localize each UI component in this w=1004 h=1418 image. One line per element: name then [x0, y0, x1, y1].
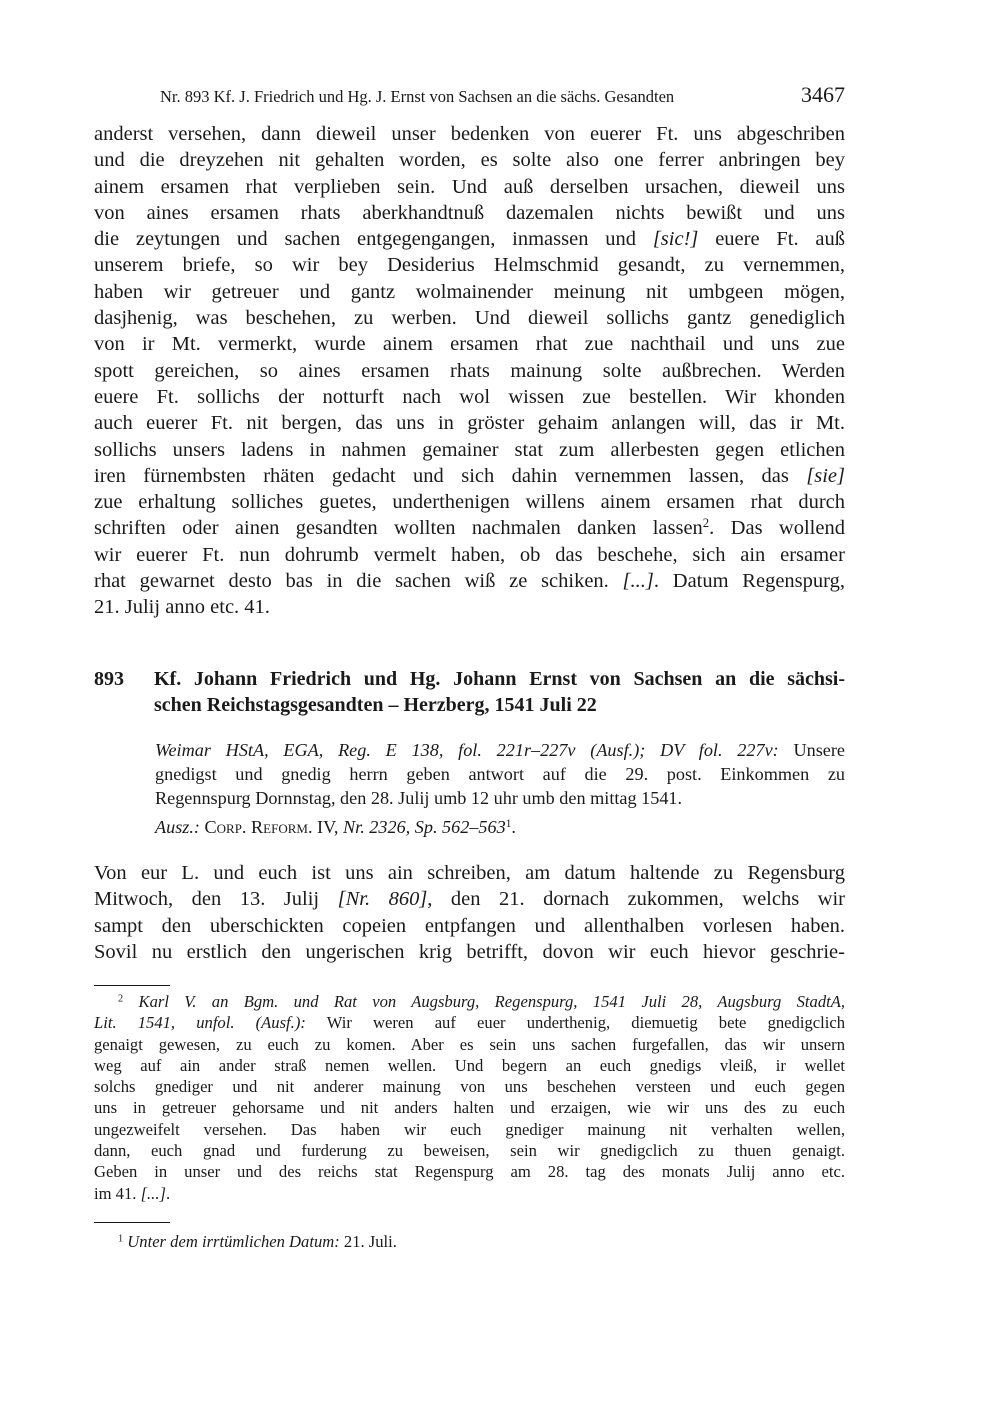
text-line: [94, 358, 845, 384]
text-segment: . Das wollend: [709, 517, 845, 540]
footnote-1: [94, 1231, 845, 1252]
text-segment: Mitwoch, den 13. Julij: [94, 888, 338, 911]
italic-text: [...]: [140, 1183, 166, 1203]
text-line: [94, 1183, 845, 1204]
text-segment: schen Reichstagsgesandten – Herzberg, 1541 Juli 22: [154, 694, 597, 716]
text-line: [94, 279, 845, 305]
text-line: [94, 991, 845, 1012]
text-segment: euere Ft. auß: [698, 228, 846, 251]
text-segment: sollichs unsers ladens in nahmen gemainer stat zum allerbesten gegen etlichen: [94, 438, 845, 461]
italic-text: [sie]: [806, 464, 845, 487]
text-segment: euere Ft. sollichs der notturft nach wol wissen zue bestellen. Wir khonden: [94, 385, 845, 408]
running-head: [160, 82, 845, 108]
text-line: [155, 815, 845, 839]
italic-text: [...]: [622, 570, 654, 593]
text-line: [94, 121, 845, 147]
text-line: [155, 786, 845, 810]
text-line: [94, 1119, 845, 1140]
text-line: [94, 568, 845, 594]
document-number: 893: [94, 668, 124, 690]
italic-text: Lit. 1541, unfol. (Ausf.):: [94, 1013, 306, 1033]
text-segment: 21. Julij anno etc. 41.: [94, 596, 270, 619]
document-body-text: [94, 860, 845, 965]
text-segment: Von eur L. und euch ist uns ain schreiben, am datum haltende zu Regensburg: [94, 862, 845, 884]
text-segment: uns in getreuer gehorsame und nit anders halten und erzaigen, wie wir uns des zu euch: [94, 1098, 845, 1118]
text-segment: .: [511, 817, 516, 837]
text-segment: .: [165, 1183, 171, 1203]
text-segment: Sovil nu erstlich den ungerischen krig betrifft, dovon wir euch hievor geschrie-: [94, 940, 845, 963]
text-segment: Wir weren auf euer underthenig, diemuetig bete gnedigclich: [305, 1013, 845, 1033]
footnote-marker: 2: [702, 516, 710, 531]
text-line: [94, 174, 845, 200]
text-segment: die zeytungen und sachen entgegengangen, inmassen und: [94, 228, 653, 251]
text-segment: schriften oder ainen gesandten wollten nachmalen danken lassen: [94, 517, 703, 540]
footnote-2: [94, 991, 845, 1204]
text-line: [94, 252, 845, 278]
footnote-marker: 1: [505, 817, 512, 830]
text-line: [94, 226, 845, 252]
text-segment: rhat gewarnet desto bas in die sachen wiß ze schiken.: [94, 570, 623, 593]
text-line: [94, 1076, 845, 1097]
text-segment: Kf. Johann Friedrich und Hg. Johann Ernst von Sachsen an die sächsi-: [154, 668, 845, 690]
text-line: [94, 594, 845, 620]
text-line: [94, 913, 845, 939]
text-line: [94, 939, 845, 965]
footnote-rule: [94, 1222, 170, 1223]
italic-text: Nr. 2326, Sp. 562–563: [343, 817, 506, 837]
text-segment: unserem briefe, so wir bey Desiderius Helmschmid gesandt, zu vernemmen,: [94, 254, 845, 277]
text-segment: . Datum Regenspurg,: [653, 570, 845, 593]
text-segment: von ir Mt. vermerkt, wurde ainem ersamen rhat zue nachthail und uns zue: [94, 333, 845, 356]
text-segment: Unsere: [778, 740, 846, 760]
text-segment: anderst versehen, dann dieweil unser bedenken von euerer Ft. uns abgeschriben: [94, 123, 845, 145]
text-segment: [123, 992, 138, 1011]
text-line: [154, 692, 845, 718]
text-line: [94, 305, 845, 331]
italic-text: Weimar HStA, EGA, Reg. E 138, fol. 221r–227v (Ausf.); DV fol. 227v:: [155, 740, 779, 760]
text-line: [94, 542, 845, 568]
text-segment: ainem ersamen rhat verplieben sein. Und auß derselben ursachen, dieweil uns: [94, 175, 845, 198]
text-line: [94, 200, 845, 226]
text-segment: haben wir getreuer und gantz wolmainender meinung nit umbgeen mögen,: [94, 280, 845, 303]
text-segment: im 41.: [94, 1183, 141, 1203]
source-note: [155, 738, 845, 810]
text-line: [94, 1140, 845, 1161]
text-segment: solchs gnediger und nit anderer mainung von uns beschehen versteen und euch gegen: [94, 1077, 845, 1097]
text-segment: weg auf ain ander straß nemen wellen. Und begern an euch gnedigs vleiß, ir wellet: [94, 1055, 845, 1075]
text-line: [155, 738, 845, 762]
text-line: [94, 489, 845, 515]
small-caps-text: Corp. Reform.: [204, 817, 313, 837]
italic-text: Ausz.:: [155, 817, 200, 837]
text-segment: Regennspurg Dornnstag, den 28. Julij umb 12 uhr umb den mittag 1541.: [155, 788, 683, 808]
text-segment: und die dreyzehen nit gehalten worden, es solte also one ferrer anbringen bey: [94, 149, 845, 172]
text-segment: dann, euch gnad und furderung zu beweisen, sein wir gnedigclich zu thuen genaigt.: [94, 1141, 845, 1161]
text-segment: genaigt gewesen, zu euch zu komen. Aber es sein uns sachen furgefallen, das wir unsern: [94, 1034, 845, 1054]
footnote-marker: 2: [118, 993, 124, 1005]
text-line: [94, 1161, 845, 1182]
body-text-continued: [94, 121, 845, 621]
text-line: [155, 762, 845, 786]
footnote-rule: [94, 985, 170, 986]
text-segment: Geben in unser und des reichs stat Regenspurg am 28. tag des monats Julij anno etc.: [94, 1162, 845, 1182]
text-line: [94, 886, 845, 912]
text-line: [94, 384, 845, 410]
document-title: [154, 666, 845, 718]
italic-text: [sic!]: [652, 228, 699, 251]
text-segment: ungezweifelt versehen. Das haben wir euch gnediger mainung nit verhalten wellen,: [94, 1119, 845, 1139]
text-line: [94, 147, 845, 173]
text-segment: sampt den uberschickten copeien entpfangen und allenthalben vorlesen haben.: [94, 914, 845, 937]
text-segment: IV,: [312, 817, 343, 837]
document-heading: [94, 666, 845, 718]
text-line: [94, 437, 845, 463]
footnote-marker: 1: [118, 1233, 124, 1245]
text-segment: wir euerer Ft. nun dohrumb vermelt haben, ob das beschehe, sich ain ersamer: [94, 543, 845, 566]
excerpt-reference: [155, 815, 845, 839]
text-segment: gnedigst und gnedig herrn geben antwort auf die 29. post. Einkommen zu: [155, 764, 845, 784]
text-line: [94, 1034, 845, 1055]
text-line: [94, 1055, 845, 1076]
text-segment: von aines ersamen rhats aberkhandtnuß dazemalen nichts bewißt und uns: [94, 201, 845, 224]
text-line: [94, 1012, 845, 1033]
text-line: [94, 331, 845, 357]
text-segment: 21. Juli.: [339, 1232, 397, 1251]
page-number: 3467: [801, 82, 845, 107]
text-segment: , den 21. dornach zukommen, welchs wir: [427, 888, 845, 911]
text-segment: iren fürnembsten rhäten gedacht und sich dahin vernemmen lassen, das: [94, 464, 807, 487]
running-head-title: Nr. 893 Kf. J. Friedrich und Hg. J. Ernst von Sachsen an die sächs. Gesandten: [160, 87, 675, 106]
text-line: [94, 1097, 845, 1118]
text-segment: spott gereichen, so aines ersamen rhats mainung solte außbrechen. Werden: [94, 359, 845, 382]
text-segment: dasjhenig, was beschehen, zu werben. Und dieweil sollichs gantz genediglich: [94, 307, 845, 330]
text-line: [94, 463, 845, 489]
italic-text: Unter dem irrtümlichen Datum:: [127, 1232, 340, 1251]
text-line: [154, 666, 845, 692]
italic-text: Karl V. an Bgm. und Rat von Augsburg, Regenspurg, 1541 Juli 28, Augsburg StadtA,: [138, 992, 846, 1011]
text-line: [94, 515, 845, 541]
text-segment: auch euerer Ft. nit bergen, das uns in gröster gehaim anlangen will, das ir Mt.: [94, 412, 845, 435]
text-line: [94, 1231, 845, 1252]
italic-text: [Nr. 860]: [337, 888, 428, 911]
text-segment: zue erhaltung solliches guetes, underthenigen willens ainem ersamen rhat durch: [94, 491, 845, 514]
text-line: [94, 860, 845, 886]
text-line: [94, 410, 845, 436]
